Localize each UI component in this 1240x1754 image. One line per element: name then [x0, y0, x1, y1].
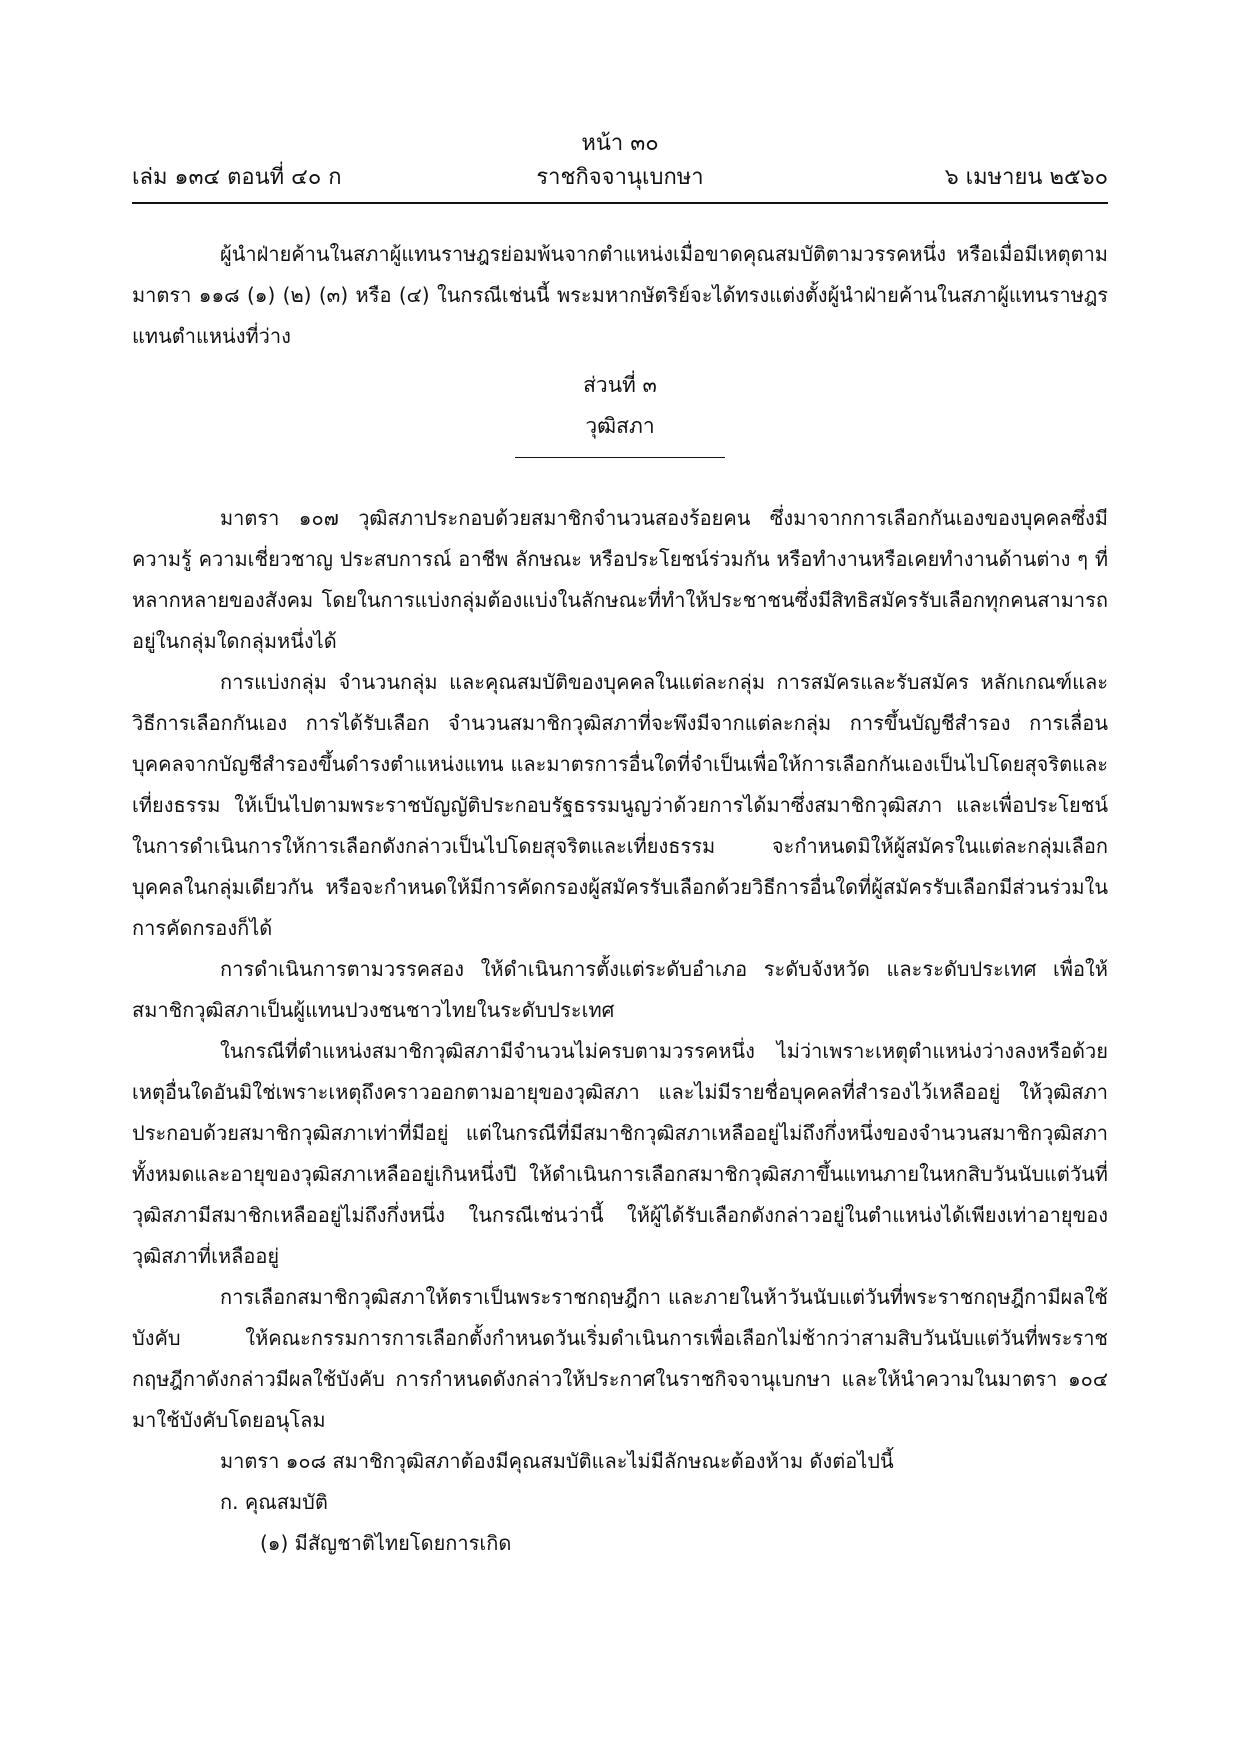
section-107-paragraph-5: การเลือกสมาชิกวุฒิสภาให้ตราเป็นพระราชกฤษฎีกา และภายในห้าวันนับแต่วันที่พระราชกฤษฎีกามีผลใช้บังคับ ให้คณะกรรมการการเลือกตั้งกำหนดวันเริ่มดำเนินการเพื่อเลือกไม่ช้ากว่าสามสิบวันนับแต่วันที่พระราชกฤษฎีกาดังกล่าวมีผลใช้บังคับ การกำหนดดังกล่าวให้ประกาศในราชกิจจานุเบกษา และให้นำความในมาตรา ๑๐๔ มาใช้บังคับโดยอนุโลม	[132, 1285, 1108, 1432]
part-name: วุฒิสภา	[585, 414, 655, 438]
gazette-page	[132, 128, 1108, 1564]
paragraph-opposition-leader: ผู้นำฝ่ายค้านในสภาผู้แทนราษฎรย่อมพ้นจากตำแหน่งเมื่อขาดคุณสมบัติตามวรรคหนึ่ง หรือเมื่อมีเหตุตามมาตรา ๑๑๘ (๑) (๒) (๓) หรือ (๔) ในกรณีเช่นนี้ พระมหากษัตริย์จะได้ทรงแต่งตั้งผู้นำฝ่ายค้านในสภาผู้แทนราษฎรแทนตำแหน่งที่ว่าง	[132, 242, 1108, 348]
document-body	[132, 234, 1108, 1564]
qualifications-heading: ก. คุณสมบัติ	[220, 1490, 328, 1514]
section-107-paragraph-2: การแบ่งกลุ่ม จำนวนกลุ่ม และคุณสมบัติของบุคคลในแต่ละกลุ่ม การสมัครและรับสมัคร หลักเกณฑ์และวิธีการเลือกกันเอง การได้รับเลือก จำนวนสมาชิกวุฒิสภาที่จะพึงมีจากแต่ละกลุ่ม การขึ้นบัญชีสำรอง การเลื่อนบุคคลจากบัญชีสำรองขึ้นดำรงตำแหน่งแทน และมาตรการอื่นใดที่จำเป็นเพื่อให้การเลือกกันเองเป็นไปโดยสุจริตและเที่ยงธรรม ให้เป็นไปตามพระราชบัญญัติประกอบรัฐธรรมนูญว่าด้วยการได้มาซึ่งสมาชิกวุฒิสภา และเพื่อประโยชน์ในการดำเนินการให้การเลือกดังกล่าวเป็นไปโดยสุจริตและเที่ยงธรรม จะกำหนดมิให้ผู้สมัครในแต่ละกลุ่มเลือกบุคคลในกลุ่มเดียวกัน หรือจะกำหนดให้มีการคัดกรองผู้สมัครรับเลือกด้วยวิธีการอื่นใดที่ผู้สมัครรับเลือกมีส่วนร่วมในการคัดกรองก็ได้	[132, 670, 1108, 940]
volume-issue: เล่ม ๑๓๔ ตอนที่ ๔๐ ก	[132, 165, 342, 190]
qualification-item-1: (๑) มีสัญชาติไทยโดยการเกิด	[260, 1531, 512, 1555]
section-107-paragraph-1: มาตรา ๑๐๗ วุฒิสภาประกอบด้วยสมาชิกจำนวนสองร้อยคน ซึ่งมาจากการเลือกกันเองของบุคคลซึ่งมีความรู้ ความเชี่ยวชาญ ประสบการณ์ อาชีพ ลักษณะ หรือประโยชน์ร่วมกัน หรือทำงานหรือเคยทำงานด้านต่าง ๆ ที่หลากหลายของสังคม โดยในการแบ่งกลุ่มต้องแบ่งในลักษณะที่ทำให้ประชาชนซึ่งมีสิทธิสมัครรับเลือกทุกคนสามารถอยู่ในกลุ่มใดกลุ่มหนึ่งได้	[132, 506, 1108, 653]
gazette-name: ราชกิจจานุเบกษา	[536, 165, 704, 190]
part-title: ส่วนที่ ๓	[583, 373, 657, 397]
part-divider	[515, 457, 725, 458]
publication-date: ๖ เมษายน ๒๕๖๐	[944, 165, 1108, 190]
header-divider	[132, 202, 1108, 204]
section-107-paragraph-4: ในกรณีที่ตำแหน่งสมาชิกวุฒิสภามีจำนวนไม่ครบตามวรรคหนึ่ง ไม่ว่าเพราะเหตุตำแหน่งว่างลงหรือด้วยเหตุอื่นใดอันมิใช่เพราะเหตุถึงคราวออกตามอายุของวุฒิสภา และไม่มีรายชื่อบุคคลที่สำรองไว้เหลืออยู่ ให้วุฒิสภาประกอบด้วยสมาชิกวุฒิสภาเท่าที่มีอยู่ แต่ในกรณีที่มีสมาชิกวุฒิสภาเหลืออยู่ไม่ถึงกึ่งหนึ่งของจำนวนสมาชิกวุฒิสภาทั้งหมดและอายุของวุฒิสภาเหลืออยู่เกินหนึ่งปี ให้ดำเนินการเลือกสมาชิกวุฒิสภาขึ้นแทนภายในหกสิบวันนับแต่วันที่วุฒิสภามีสมาชิกเหลืออยู่ไม่ถึงกึ่งหนึ่ง ในกรณีเช่นว่านี้ ให้ผู้ได้รับเลือกดังกล่าวอยู่ในตำแหน่งได้เพียงเท่าอายุของวุฒิสภาที่เหลืออยู่	[132, 1039, 1108, 1268]
section-107-paragraph-3: การดำเนินการตามวรรคสอง ให้ดำเนินการตั้งแต่ระดับอำเภอ ระดับจังหวัด และระดับประเทศ เพื่อให้สมาชิกวุฒิสภาเป็นผู้แทนปวงชนชาวไทยในระดับประเทศ	[132, 957, 1108, 1022]
gazette-header	[132, 160, 1108, 196]
section-108-paragraph: มาตรา ๑๐๘ สมาชิกวุฒิสภาต้องมีคุณสมบัติและไม่มีลักษณะต้องห้าม ดังต่อไปนี้	[220, 1449, 894, 1473]
page-number: หน้า ๓๐	[581, 131, 659, 156]
